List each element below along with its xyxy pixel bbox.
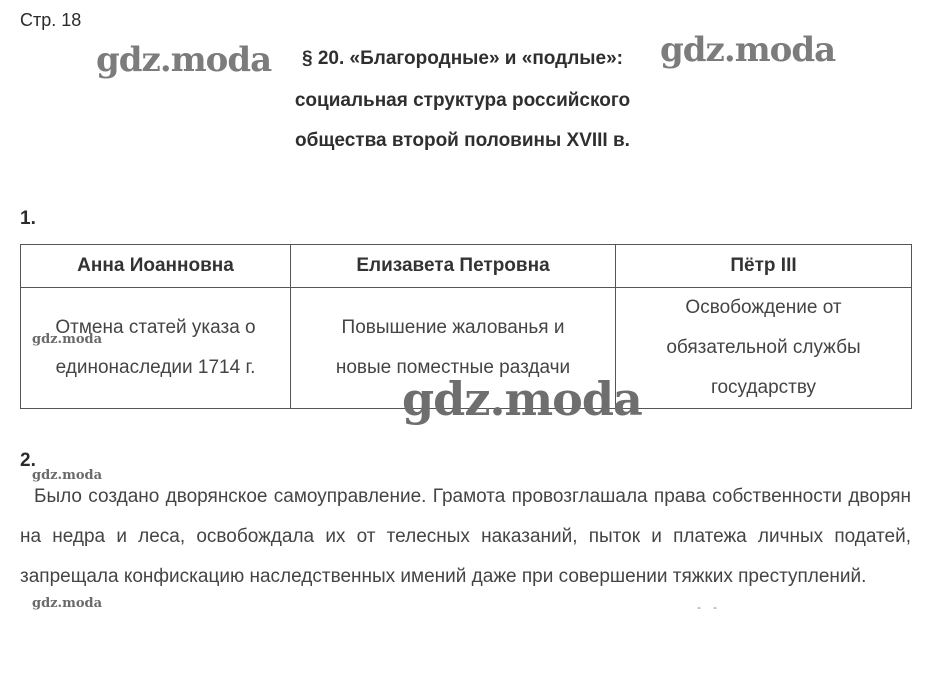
watermark-logo: gdz.moda bbox=[660, 30, 836, 70]
watermark-logo: gdz.moda bbox=[32, 596, 103, 611]
cell-line: Освобождение от bbox=[685, 297, 842, 318]
watermark-logo: gdz.moda bbox=[32, 468, 103, 483]
task-2-answer: Было создано дворянское самоуправление. Грамота провозглашала права собственности дворян на недра и леса, освобождала их от телесных наказаний, пыток и платежа личных податей, запрещала конфискацию наследственных имений даже при совершении тяжких преступлений. bbox=[20, 486, 911, 587]
task-2-number: 2. bbox=[20, 450, 36, 471]
cell-anna bbox=[21, 288, 291, 409]
watermark-logo: gdz.moda bbox=[32, 332, 103, 347]
section-title-line-2: социальная структура российского bbox=[294, 90, 631, 111]
section-title-line-3: общества второй половины XVIII в. bbox=[295, 130, 630, 151]
task-1-number: 1. bbox=[20, 208, 36, 229]
header-peter: Пётр III bbox=[616, 245, 912, 288]
table-header-row bbox=[21, 245, 912, 288]
header-elizaveta: Елизавета Петровна bbox=[291, 245, 616, 288]
watermark-logo: gdz.moda bbox=[402, 372, 642, 426]
cell-peter bbox=[616, 288, 912, 409]
watermark-logo: gdz.moda bbox=[96, 40, 272, 80]
cell-line: Отмена статей указа о bbox=[55, 317, 256, 338]
header-anna: Анна Иоанновна bbox=[21, 245, 291, 288]
cell-line: Повышение жалованья и bbox=[341, 317, 565, 338]
section-title-line-1: § 20. «Благородные» и «подлые»: bbox=[302, 48, 623, 69]
cell-line: единонаследии 1714 г. bbox=[55, 357, 256, 378]
cell-line: государству bbox=[710, 377, 817, 398]
cell-line: новые поместные раздачи bbox=[335, 357, 571, 378]
scan-dots: -- bbox=[697, 600, 729, 614]
cell-line: обязательной службы bbox=[666, 337, 861, 358]
page-number: Стр. 18 bbox=[20, 10, 82, 30]
